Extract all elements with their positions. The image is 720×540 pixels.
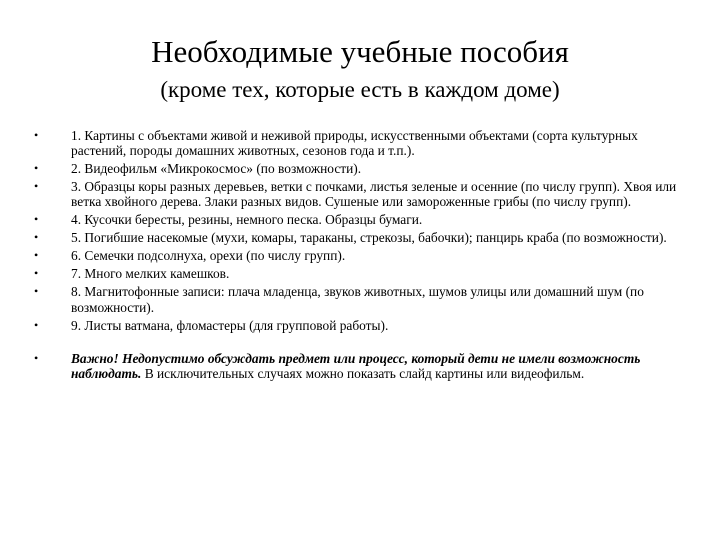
list-item bbox=[34, 248, 690, 263]
bullet-icon: • bbox=[34, 212, 39, 227]
list-item-text: 2. Видеофильм «Микрокосмос» (по возможности). bbox=[71, 161, 362, 177]
bullet-icon: • bbox=[34, 317, 39, 332]
slide-title: Необходимые учебные пособия bbox=[151, 34, 569, 69]
list-item-text: 1. Картины с объектами живой и неживой природы, искусственными объектами (сорта культурных растений, породы домашних животных, сезонов года и т.п.). bbox=[71, 128, 638, 159]
bullet-icon: • bbox=[34, 179, 39, 194]
bullet-icon: • bbox=[34, 230, 39, 245]
note-text: В исключительных случаях можно показать слайд картины или видеофильм. bbox=[141, 366, 585, 382]
important-note bbox=[34, 351, 690, 381]
bullet-icon: • bbox=[34, 284, 39, 299]
bullet-icon: • bbox=[34, 248, 39, 263]
list-item-text: 6. Семечки подсолнуха, орехи (по числу групп). bbox=[71, 248, 346, 264]
bullet-icon: • bbox=[34, 266, 39, 281]
note-emphasis: Важно! Недопустимо обсуждать предмет или процесс, который дети не имели возможность наблюдать. bbox=[71, 350, 641, 382]
list-item-text: 9. Листы ватмана, фломастеры (для групповой работы). bbox=[71, 317, 389, 333]
list-item-text: 3. Образцы коры разных деревьев, ветки с почками, листья зеленые и осенние (по числу групп). Хвоя или ветка хвойного дерева. Злаки разных видов. Сушеные или замороженные грибы (по числу групп). bbox=[71, 179, 677, 210]
list-item-text: 8. Магнитофонные записи: плача младенца, звуков животных, шумов улицы или домашний шум (по возможности). bbox=[71, 284, 644, 315]
list-item bbox=[34, 230, 690, 245]
list-item bbox=[34, 284, 690, 314]
list-item-text: 5. Погибшие насекомые (мухи, комары, тараканы, стрекозы, бабочки); панцирь краба (по возможности). bbox=[71, 230, 667, 246]
bullet-icon: • bbox=[34, 128, 39, 142]
slide-subtitle: (кроме тех, которые есть в каждом доме) bbox=[160, 77, 560, 102]
list-item bbox=[34, 266, 690, 281]
bullet-icon: • bbox=[34, 350, 39, 365]
bullet-icon: • bbox=[34, 161, 39, 176]
list-item bbox=[34, 318, 690, 333]
list-item bbox=[34, 212, 690, 227]
list-item-text: 7. Много мелких камешков. bbox=[71, 266, 230, 282]
list-item bbox=[34, 161, 690, 176]
list-item bbox=[34, 179, 690, 209]
list-item bbox=[34, 128, 690, 158]
materials-list bbox=[34, 128, 690, 384]
list-item-text: 4. Кусочки бересты, резины, немного песка. Образцы бумаги. bbox=[71, 212, 423, 228]
